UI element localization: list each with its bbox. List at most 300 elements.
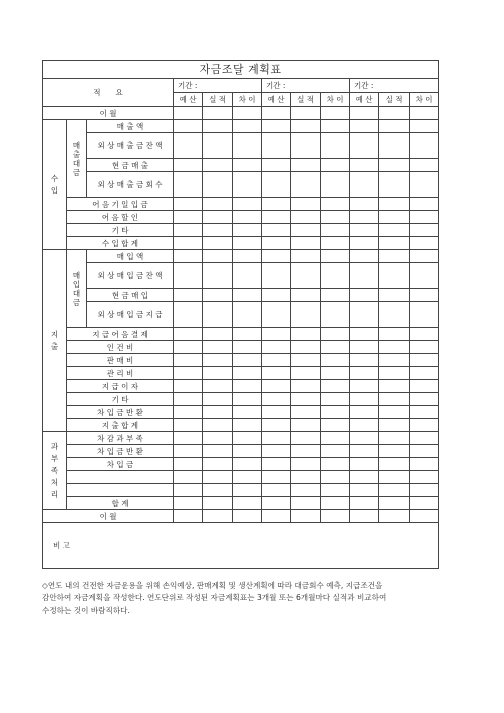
- amount-cell[interactable]: [174, 367, 203, 380]
- amount-cell[interactable]: [379, 510, 410, 523]
- amount-cell[interactable]: [203, 289, 233, 302]
- expense-row-label: 기 타: [67, 393, 174, 406]
- amount-cell[interactable]: [262, 250, 291, 263]
- amount-cell[interactable]: [321, 484, 350, 497]
- amount-cell[interactable]: [350, 172, 379, 198]
- subcol-budget: 예 산: [174, 93, 203, 107]
- amount-cell[interactable]: [321, 302, 350, 328]
- amount-cell[interactable]: [379, 367, 410, 380]
- amount-cell[interactable]: [291, 432, 321, 445]
- amount-cell[interactable]: [233, 406, 262, 419]
- amount-cell[interactable]: [174, 406, 203, 419]
- amount-cell[interactable]: [350, 354, 379, 367]
- amount-cell[interactable]: [233, 302, 262, 328]
- note-line: 수정하는 것이 바람직하다.: [42, 605, 130, 615]
- amount-cell[interactable]: [291, 471, 321, 484]
- amount-cell[interactable]: [174, 432, 203, 445]
- amount-cell[interactable]: [174, 328, 203, 341]
- income-row-label: 기 타: [67, 224, 174, 237]
- amount-cell[interactable]: [291, 250, 321, 263]
- amount-cell[interactable]: [262, 484, 291, 497]
- amount-cell[interactable]: [291, 107, 321, 120]
- amount-cell[interactable]: [350, 341, 379, 354]
- amount-cell[interactable]: [291, 133, 321, 159]
- amount-cell[interactable]: [174, 198, 203, 211]
- amount-cell[interactable]: [321, 120, 350, 133]
- amount-cell[interactable]: [203, 445, 233, 458]
- amount-cell[interactable]: [233, 211, 262, 224]
- amount-cell[interactable]: [262, 510, 291, 523]
- amount-cell[interactable]: [203, 159, 233, 172]
- amount-cell[interactable]: [379, 133, 410, 159]
- amount-cell[interactable]: [410, 250, 439, 263]
- amount-cell[interactable]: [410, 497, 439, 510]
- amount-cell[interactable]: [291, 120, 321, 133]
- amount-cell[interactable]: [291, 367, 321, 380]
- amount-cell[interactable]: [379, 341, 410, 354]
- amount-cell[interactable]: [291, 458, 321, 471]
- amount-cell[interactable]: [350, 510, 379, 523]
- sales-group: [67, 120, 87, 198]
- amount-cell[interactable]: [410, 471, 439, 484]
- amount-cell[interactable]: [410, 484, 439, 497]
- amount-cell[interactable]: [233, 510, 262, 523]
- amount-cell[interactable]: [379, 380, 410, 393]
- amount-cell[interactable]: [321, 406, 350, 419]
- amount-cell[interactable]: [262, 302, 291, 328]
- amount-cell[interactable]: [291, 380, 321, 393]
- amount-cell[interactable]: [379, 393, 410, 406]
- remarks-label: 비 고: [43, 523, 439, 569]
- amount-cell[interactable]: [233, 432, 262, 445]
- amount-cell[interactable]: [233, 367, 262, 380]
- amount-cell[interactable]: [203, 172, 233, 198]
- surplus-row-label: 합 계: [67, 497, 174, 510]
- amount-cell[interactable]: [410, 328, 439, 341]
- amount-cell[interactable]: [262, 120, 291, 133]
- amount-cell[interactable]: [321, 393, 350, 406]
- amount-cell[interactable]: [410, 224, 439, 237]
- amount-cell[interactable]: [410, 133, 439, 159]
- amount-cell[interactable]: [379, 211, 410, 224]
- note-line: ◇연도 내의 건전한 자금운용을 위해 손익예상, 판매계획 및 생산계획에 따라 대금회수 예측, 지급조건을: [42, 581, 383, 590]
- amount-cell[interactable]: [321, 510, 350, 523]
- amount-cell[interactable]: [350, 250, 379, 263]
- amount-cell[interactable]: [174, 289, 203, 302]
- amount-cell[interactable]: [174, 445, 203, 458]
- amount-cell[interactable]: [350, 406, 379, 419]
- amount-cell[interactable]: [233, 380, 262, 393]
- amount-cell[interactable]: [410, 458, 439, 471]
- subcol-diff: 차 이: [410, 93, 439, 107]
- amount-cell[interactable]: [379, 159, 410, 172]
- amount-cell[interactable]: [174, 224, 203, 237]
- purchase-group-char: 대: [72, 288, 81, 298]
- amount-cell[interactable]: [233, 328, 262, 341]
- amount-cell[interactable]: [291, 328, 321, 341]
- fund-plan-table: [42, 60, 439, 569]
- amount-cell[interactable]: [321, 328, 350, 341]
- amount-cell[interactable]: [203, 406, 233, 419]
- amount-cell[interactable]: [379, 198, 410, 211]
- amount-cell[interactable]: [291, 289, 321, 302]
- expense-row-label: 지 급 이 자: [67, 380, 174, 393]
- amount-cell[interactable]: [174, 107, 203, 120]
- sales-group-char: 대: [72, 158, 81, 168]
- amount-cell[interactable]: [233, 289, 262, 302]
- amount-cell[interactable]: [379, 406, 410, 419]
- subcol-actual: 실 적: [379, 93, 410, 107]
- amount-cell[interactable]: [410, 380, 439, 393]
- amount-cell[interactable]: [321, 289, 350, 302]
- income-row-label: 외 상 매 출 금 잔 액: [87, 133, 174, 159]
- amount-cell[interactable]: [262, 289, 291, 302]
- amount-cell[interactable]: [379, 289, 410, 302]
- amount-cell[interactable]: [233, 445, 262, 458]
- amount-cell[interactable]: [350, 445, 379, 458]
- surplus-category-char: 족: [50, 465, 59, 475]
- amount-cell[interactable]: [410, 159, 439, 172]
- amount-cell[interactable]: [203, 432, 233, 445]
- expense-row-label: 현 금 매 입: [87, 289, 174, 302]
- amount-cell[interactable]: [262, 133, 291, 159]
- amount-cell[interactable]: [291, 341, 321, 354]
- amount-cell[interactable]: [174, 302, 203, 328]
- amount-cell[interactable]: [262, 224, 291, 237]
- amount-cell[interactable]: [262, 445, 291, 458]
- amount-cell[interactable]: [291, 393, 321, 406]
- amount-cell[interactable]: [174, 484, 203, 497]
- amount-cell[interactable]: [291, 302, 321, 328]
- amount-cell[interactable]: [321, 354, 350, 367]
- note-line: 감안하여 자금계획을 작성한다. 연도단위로 작성된 자금계획표는 3개월 또는 6개월마다 실적과 비교하여: [42, 593, 387, 603]
- amount-cell[interactable]: [203, 328, 233, 341]
- amount-cell[interactable]: [379, 237, 410, 250]
- amount-cell[interactable]: [321, 172, 350, 198]
- subcol-actual: 실 적: [291, 93, 321, 107]
- amount-cell[interactable]: [350, 107, 379, 120]
- amount-cell[interactable]: [174, 419, 203, 432]
- amount-cell[interactable]: [350, 224, 379, 237]
- amount-cell[interactable]: [233, 341, 262, 354]
- amount-cell[interactable]: [379, 419, 410, 432]
- amount-cell[interactable]: [350, 263, 379, 289]
- surplus-row-label: 차 감 과 부 족: [67, 432, 174, 445]
- amount-cell[interactable]: [174, 458, 203, 471]
- amount-cell[interactable]: [174, 380, 203, 393]
- amount-cell[interactable]: [174, 159, 203, 172]
- amount-cell[interactable]: [410, 354, 439, 367]
- subcol-diff: 차 이: [233, 93, 262, 107]
- amount-cell[interactable]: [262, 341, 291, 354]
- amount-cell[interactable]: [291, 198, 321, 211]
- amount-cell[interactable]: [321, 211, 350, 224]
- amount-cell[interactable]: [203, 484, 233, 497]
- amount-cell[interactable]: [262, 367, 291, 380]
- amount-cell[interactable]: [291, 406, 321, 419]
- amount-cell[interactable]: [233, 354, 262, 367]
- amount-cell[interactable]: [291, 172, 321, 198]
- amount-cell[interactable]: [350, 419, 379, 432]
- amount-cell[interactable]: [410, 120, 439, 133]
- amount-cell[interactable]: [174, 341, 203, 354]
- amount-cell[interactable]: [350, 432, 379, 445]
- amount-cell[interactable]: [233, 484, 262, 497]
- amount-cell[interactable]: [350, 159, 379, 172]
- amount-cell[interactable]: [379, 497, 410, 510]
- amount-cell[interactable]: [379, 263, 410, 289]
- amount-cell[interactable]: [291, 159, 321, 172]
- amount-cell[interactable]: [262, 406, 291, 419]
- amount-cell[interactable]: [410, 445, 439, 458]
- amount-cell[interactable]: [262, 471, 291, 484]
- amount-cell[interactable]: [174, 510, 203, 523]
- amount-cell[interactable]: [262, 211, 291, 224]
- amount-cell[interactable]: [174, 393, 203, 406]
- amount-cell[interactable]: [203, 250, 233, 263]
- amount-cell[interactable]: [262, 354, 291, 367]
- income-row-label: 매 출 액: [87, 120, 174, 133]
- purchase-group-char: 매: [72, 270, 81, 280]
- amount-cell[interactable]: [350, 302, 379, 328]
- expense-category-char: 지: [50, 329, 59, 339]
- amount-cell[interactable]: [291, 510, 321, 523]
- amount-cell[interactable]: [174, 172, 203, 198]
- amount-cell[interactable]: [321, 497, 350, 510]
- amount-cell[interactable]: [203, 263, 233, 289]
- surplus-category-char: 부: [50, 453, 59, 463]
- amount-cell[interactable]: [174, 471, 203, 484]
- amount-cell[interactable]: [262, 198, 291, 211]
- amount-cell[interactable]: [233, 263, 262, 289]
- amount-cell[interactable]: [379, 120, 410, 133]
- amount-cell[interactable]: [262, 263, 291, 289]
- amount-cell[interactable]: [203, 510, 233, 523]
- amount-cell[interactable]: [262, 159, 291, 172]
- expense-row-label: 외 상 매 입 금 잔 액: [87, 263, 174, 289]
- amount-cell[interactable]: [350, 237, 379, 250]
- amount-cell[interactable]: [233, 393, 262, 406]
- amount-cell[interactable]: [174, 497, 203, 510]
- amount-cell[interactable]: [291, 211, 321, 224]
- amount-cell[interactable]: [410, 198, 439, 211]
- amount-cell[interactable]: [203, 471, 233, 484]
- income-row-label: 외 상 매 출 금 회 수: [87, 172, 174, 198]
- income-category-char: 입: [50, 185, 59, 195]
- amount-cell[interactable]: [321, 107, 350, 120]
- income-category-char: 수: [50, 173, 59, 183]
- amount-cell[interactable]: [203, 497, 233, 510]
- amount-cell[interactable]: [262, 328, 291, 341]
- amount-cell[interactable]: [174, 133, 203, 159]
- amount-cell[interactable]: [233, 133, 262, 159]
- amount-cell[interactable]: [174, 237, 203, 250]
- amount-cell[interactable]: [233, 250, 262, 263]
- amount-cell[interactable]: [233, 198, 262, 211]
- purchase-group-char: 금: [72, 297, 81, 307]
- amount-cell[interactable]: [410, 341, 439, 354]
- amount-cell[interactable]: [321, 250, 350, 263]
- period-label-3[interactable]: 기간 :: [350, 79, 439, 93]
- amount-cell[interactable]: [203, 237, 233, 250]
- amount-cell[interactable]: [233, 471, 262, 484]
- amount-cell[interactable]: [321, 159, 350, 172]
- amount-cell[interactable]: [203, 419, 233, 432]
- amount-cell[interactable]: [321, 237, 350, 250]
- amount-cell[interactable]: [203, 224, 233, 237]
- amount-cell[interactable]: [174, 211, 203, 224]
- amount-cell[interactable]: [203, 367, 233, 380]
- amount-cell[interactable]: [233, 172, 262, 198]
- amount-cell[interactable]: [410, 510, 439, 523]
- amount-cell[interactable]: [350, 120, 379, 133]
- amount-cell[interactable]: [410, 302, 439, 328]
- amount-cell[interactable]: [174, 354, 203, 367]
- amount-cell[interactable]: [350, 497, 379, 510]
- amount-cell[interactable]: [379, 484, 410, 497]
- expense-row-label: 관 리 비: [67, 367, 174, 380]
- amount-cell[interactable]: [379, 107, 410, 120]
- amount-cell[interactable]: [203, 107, 233, 120]
- amount-cell[interactable]: [233, 120, 262, 133]
- amount-cell[interactable]: [291, 419, 321, 432]
- amount-cell[interactable]: [350, 367, 379, 380]
- amount-cell[interactable]: [379, 172, 410, 198]
- amount-cell[interactable]: [350, 133, 379, 159]
- amount-cell[interactable]: [350, 380, 379, 393]
- amount-cell[interactable]: [174, 250, 203, 263]
- amount-cell[interactable]: [233, 237, 262, 250]
- amount-cell[interactable]: [203, 393, 233, 406]
- amount-cell[interactable]: [410, 211, 439, 224]
- period-label-2[interactable]: 기간 :: [262, 79, 350, 93]
- amount-cell[interactable]: [379, 250, 410, 263]
- amount-cell[interactable]: [233, 497, 262, 510]
- amount-cell[interactable]: [410, 172, 439, 198]
- amount-cell[interactable]: [350, 211, 379, 224]
- amount-cell[interactable]: [410, 107, 439, 120]
- amount-cell[interactable]: [321, 367, 350, 380]
- amount-cell[interactable]: [321, 263, 350, 289]
- amount-cell[interactable]: [321, 445, 350, 458]
- amount-cell[interactable]: [203, 198, 233, 211]
- surplus-category: [43, 432, 67, 510]
- amount-cell[interactable]: [203, 133, 233, 159]
- amount-cell[interactable]: [203, 302, 233, 328]
- amount-cell[interactable]: [203, 341, 233, 354]
- surplus-row-label: [67, 484, 174, 497]
- purchase-group: [67, 250, 87, 328]
- amount-cell[interactable]: [203, 120, 233, 133]
- amount-cell[interactable]: [233, 107, 262, 120]
- amount-cell[interactable]: [174, 263, 203, 289]
- amount-cell[interactable]: [410, 289, 439, 302]
- amount-cell[interactable]: [262, 172, 291, 198]
- amount-cell[interactable]: [174, 120, 203, 133]
- amount-cell[interactable]: [379, 302, 410, 328]
- amount-cell[interactable]: [203, 458, 233, 471]
- expense-total-label: 지 출 합 계: [67, 419, 174, 432]
- amount-cell[interactable]: [233, 159, 262, 172]
- amount-cell[interactable]: [379, 328, 410, 341]
- amount-cell[interactable]: [350, 289, 379, 302]
- amount-cell[interactable]: [291, 224, 321, 237]
- amount-cell[interactable]: [350, 458, 379, 471]
- income-row-label: 어 음 기 일 입 금: [67, 198, 174, 211]
- amount-cell[interactable]: [410, 237, 439, 250]
- amount-cell[interactable]: [379, 432, 410, 445]
- expense-row-label: 지 급 어 음 결 제: [67, 328, 174, 341]
- amount-cell[interactable]: [350, 484, 379, 497]
- amount-cell[interactable]: [321, 224, 350, 237]
- amount-cell[interactable]: [291, 237, 321, 250]
- subcol-budget: 예 산: [262, 93, 291, 107]
- amount-cell[interactable]: [379, 458, 410, 471]
- amount-cell[interactable]: [262, 458, 291, 471]
- amount-cell[interactable]: [262, 419, 291, 432]
- amount-cell[interactable]: [410, 406, 439, 419]
- amount-cell[interactable]: [203, 211, 233, 224]
- amount-cell[interactable]: [379, 471, 410, 484]
- amount-cell[interactable]: [233, 419, 262, 432]
- amount-cell[interactable]: [321, 341, 350, 354]
- income-row-label: 현 금 매 출: [87, 159, 174, 172]
- amount-cell[interactable]: [262, 380, 291, 393]
- amount-cell[interactable]: [410, 367, 439, 380]
- subcol-budget: 예 산: [350, 93, 379, 107]
- amount-cell[interactable]: [291, 497, 321, 510]
- amount-cell[interactable]: [379, 354, 410, 367]
- explanatory-note: [42, 580, 438, 617]
- amount-cell[interactable]: [291, 263, 321, 289]
- amount-cell[interactable]: [350, 328, 379, 341]
- period-label-1[interactable]: 기간 :: [174, 79, 262, 93]
- amount-cell[interactable]: [379, 224, 410, 237]
- amount-cell[interactable]: [350, 198, 379, 211]
- amount-cell[interactable]: [233, 224, 262, 237]
- amount-cell[interactable]: [262, 432, 291, 445]
- carry-in-label: 이 월: [43, 107, 174, 120]
- amount-cell[interactable]: [410, 419, 439, 432]
- amount-cell[interactable]: [291, 445, 321, 458]
- amount-cell[interactable]: [350, 471, 379, 484]
- amount-cell[interactable]: [379, 445, 410, 458]
- amount-cell[interactable]: [321, 133, 350, 159]
- amount-cell[interactable]: [321, 432, 350, 445]
- amount-cell[interactable]: [203, 380, 233, 393]
- amount-cell[interactable]: [262, 393, 291, 406]
- amount-cell[interactable]: [321, 380, 350, 393]
- amount-cell[interactable]: [350, 393, 379, 406]
- amount-cell[interactable]: [291, 354, 321, 367]
- amount-cell[interactable]: [233, 458, 262, 471]
- amount-cell[interactable]: [203, 354, 233, 367]
- amount-cell[interactable]: [262, 237, 291, 250]
- amount-cell[interactable]: [410, 432, 439, 445]
- amount-cell[interactable]: [410, 263, 439, 289]
- income-total-label: 수 입 합 계: [67, 237, 174, 250]
- amount-cell[interactable]: [291, 484, 321, 497]
- amount-cell[interactable]: [410, 393, 439, 406]
- amount-cell[interactable]: [321, 471, 350, 484]
- amount-cell[interactable]: [321, 458, 350, 471]
- amount-cell[interactable]: [262, 497, 291, 510]
- surplus-row-label: 차 입 금 반 환: [67, 445, 174, 458]
- amount-cell[interactable]: [321, 198, 350, 211]
- amount-cell[interactable]: [262, 107, 291, 120]
- surplus-category-char: 과: [50, 441, 59, 451]
- amount-cell[interactable]: [321, 419, 350, 432]
